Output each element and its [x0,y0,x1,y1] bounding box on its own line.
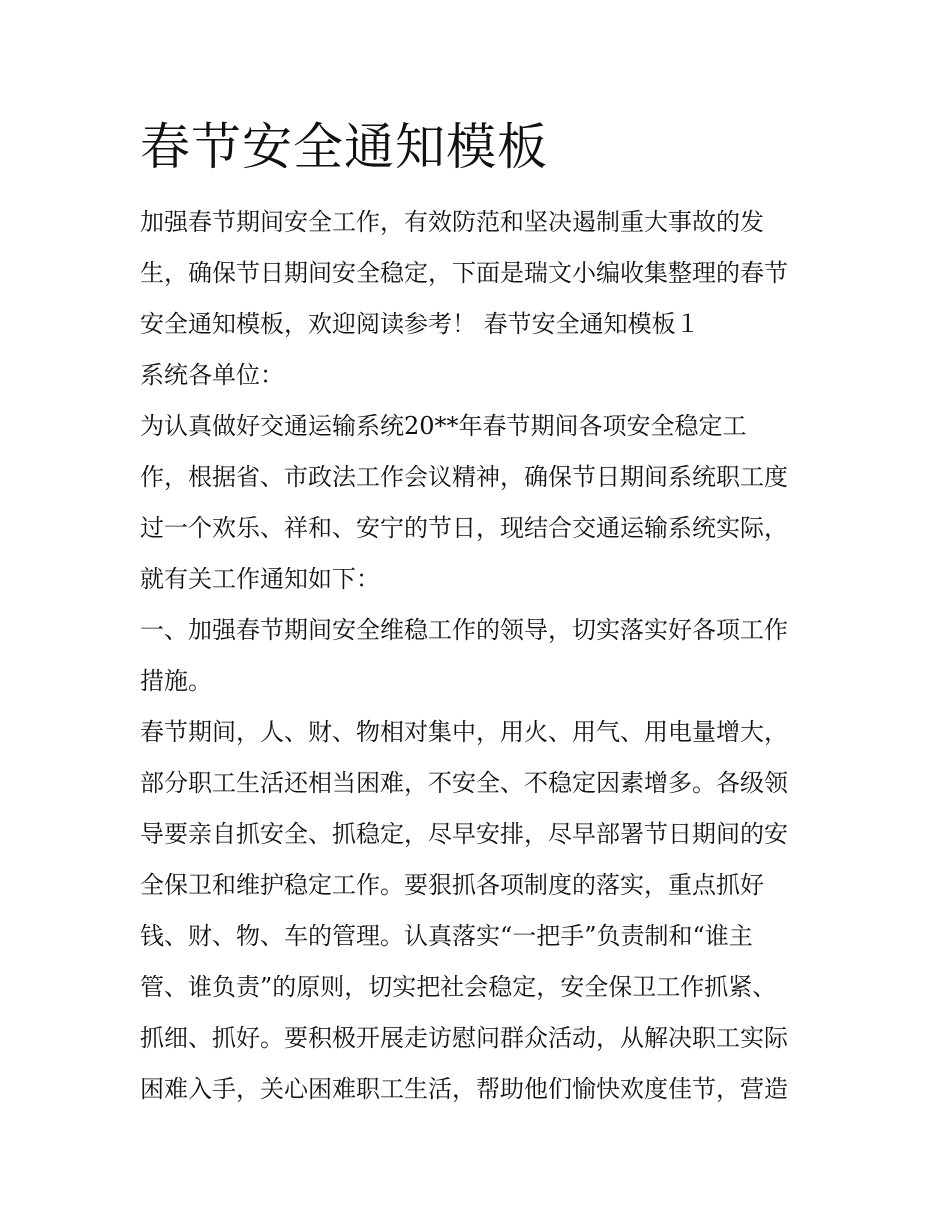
body-line-para2-1: 春节期间，人、财、物相对集中，用火、用气、用电量增大， [140,718,788,746]
body-line-para2-3: 导要亲自抓安全、抓稳定，尽早安排，尽早部署节日期间的安 [140,820,788,848]
body-line-para1-4: 就有关工作通知如下： [140,565,380,593]
body-line-para1-2: 作，根据省、市政法工作会议精神，确保节日期间系统职工度 [140,463,788,491]
body-line-para1-1: 为认真做好交通运输系统20**年春节期间各项安全稳定工 [140,412,747,440]
body-line-para2-7: 抓细、抓好。要积极开展走访慰问群众活动，从解决职工实际 [140,1024,788,1052]
body-line-para2-8: 困难入手，关心困难职工生活，帮助他们愉快欢度佳节，营造 [140,1075,788,1103]
body-line-para2-6: 管、谁负责”的原则，切实把社会稳定，安全保卫工作抓紧、 [140,973,777,1001]
body-line-para2-5: 钱、财、物、车的管理。认真落实“一把手”负责制和“谁主 [140,922,753,950]
body-line-para2-2: 部分职工生活还相当困难，不安全、不稳定因素增多。各级领 [140,769,788,797]
body-line-para1-3: 过一个欢乐、祥和、安宁的节日，现结合交通运输系统实际， [140,514,788,542]
salutation-line: 系统各单位： [140,361,284,389]
document-title: 春节安全通知模板 [140,118,548,176]
body-line-para2-4: 全保卫和维护稳定工作。要狠抓各项制度的落实，重点抓好 [140,871,764,899]
section-heading-line-1: 一、加强春节期间安全维稳工作的领导，切实落实好各项工作 [140,616,788,644]
body-line-intro-2: 生，确保节日期间安全稳定，下面是瑞文小编收集整理的春节 [140,259,788,287]
section-heading-line-2: 措施。 [140,667,212,695]
body-line-intro-1: 加强春节期间安全工作，有效防范和坚决遏制重大事故的发 [140,208,764,236]
body-line-intro-3: 安全通知模板，欢迎阅读参考！ 春节安全通知模板１ [140,310,700,338]
